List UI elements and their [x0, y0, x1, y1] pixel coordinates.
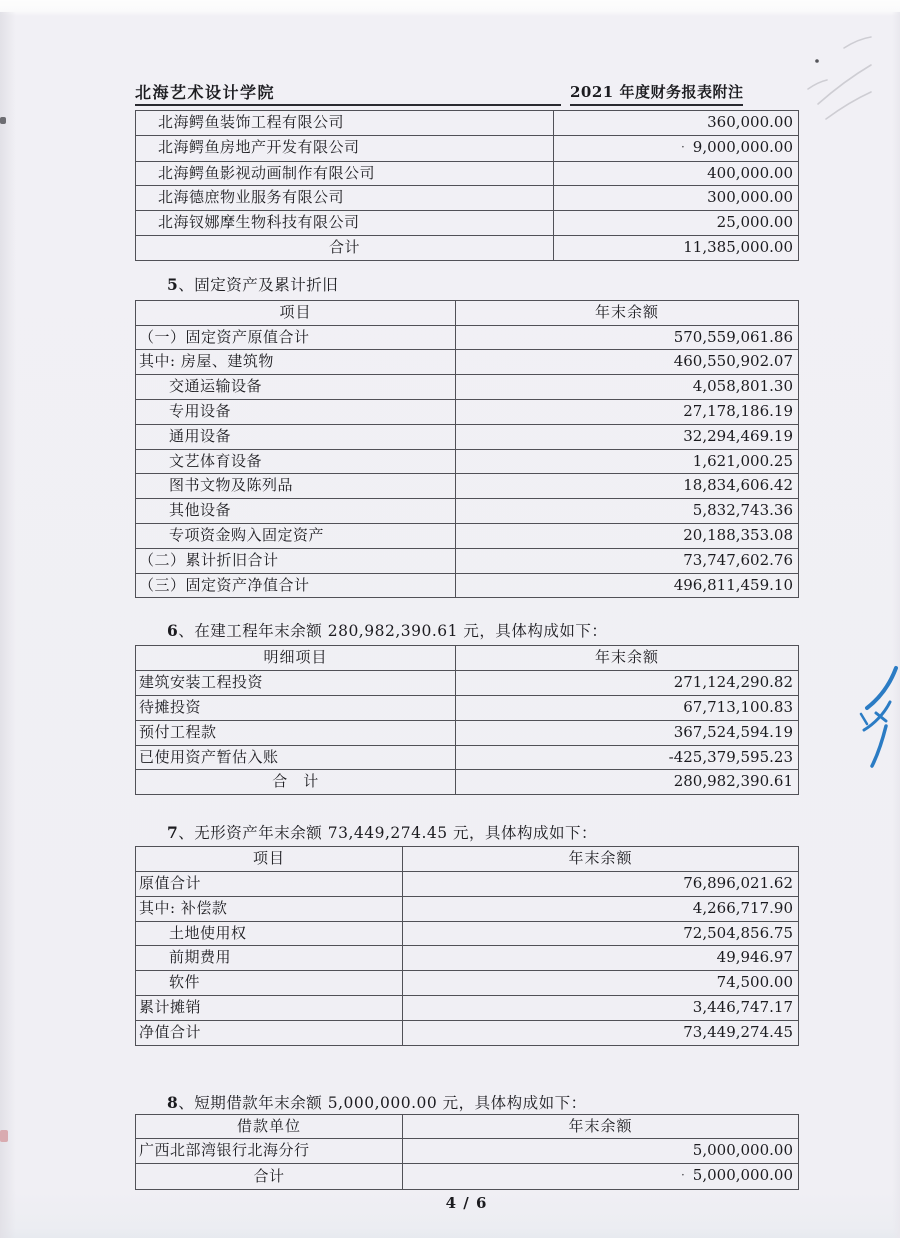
section-title: 、在建工程年末余额 280,982,390.61 元，具体构成如下：: [178, 622, 608, 641]
table-row: [136, 946, 799, 971]
row-label-cell: 北海鳄鱼房地产开发有限公司: [136, 135, 554, 161]
row-value-cell: 4,266,717.90: [403, 896, 799, 921]
row-value-cell: 32,294,469.19: [456, 424, 799, 449]
scan-edge-left: [0, 12, 16, 1238]
column-header: 项目: [136, 300, 456, 325]
section-number: 6: [167, 621, 179, 641]
row-label-cell: 专项资金购入固定资产: [136, 523, 456, 548]
table-row: [136, 135, 799, 161]
section-title: 、固定资产及累计折旧: [178, 275, 339, 294]
row-value-cell: 18,834,606.42: [456, 474, 799, 499]
table-row: [136, 399, 799, 424]
row-label-cell: 北海鳄鱼装饰工程有限公司: [136, 111, 554, 136]
row-value-cell: 11,385,000.00: [554, 235, 799, 260]
page-header: [135, 80, 798, 101]
row-value-cell: 460,550,902.07: [456, 350, 799, 375]
row-value-cell: 496,811,459.10: [456, 573, 799, 598]
column-header: 明细项目: [136, 646, 456, 671]
table-row: [136, 770, 799, 795]
section-6-heading: [135, 621, 798, 641]
section-number: 7: [167, 823, 179, 843]
row-label-cell: 合计: [136, 235, 554, 260]
row-value-cell: 280,982,390.61: [456, 770, 799, 795]
row-value-cell: 74,500.00: [403, 971, 799, 996]
row-label-cell: 合 计: [136, 770, 456, 795]
table-row: [136, 921, 799, 946]
table-header-row: [136, 1114, 799, 1139]
table-row: [136, 211, 799, 236]
report-title: 2021 年度财务报表附注: [570, 81, 743, 106]
row-value-cell: 73,747,602.76: [456, 548, 799, 573]
row-value-cell: 570,559,061.86: [456, 325, 799, 350]
row-label-cell: 前期费用: [136, 946, 403, 971]
row-label-cell: 累计摊销: [136, 995, 403, 1020]
table-row: [136, 350, 799, 375]
row-label-cell: 软件: [136, 971, 403, 996]
table-header-row: [136, 300, 799, 325]
row-value-cell: 5,832,743.36: [456, 499, 799, 524]
table-row: [136, 548, 799, 573]
column-header: 项目: [136, 847, 403, 872]
table-row: [136, 1164, 799, 1190]
scan-edge-right: [892, 12, 900, 1238]
construction-in-progress-table: [135, 645, 799, 795]
table-row: [136, 671, 799, 696]
row-value-cell: 67,713,100.83: [456, 695, 799, 720]
table-row: [136, 161, 799, 186]
column-header: 年末余额: [456, 646, 799, 671]
row-value-cell: 360,000.00: [554, 111, 799, 136]
row-label-cell: 通用设备: [136, 424, 456, 449]
row-value-cell: 271,124,290.82: [456, 671, 799, 696]
table-row: [136, 971, 799, 996]
row-value-cell: 27,178,186.19: [456, 399, 799, 424]
table-header-row: [136, 646, 799, 671]
pencil-scribble-artifact: [788, 18, 900, 143]
table-row: [136, 449, 799, 474]
row-value-cell: 4,058,801.30: [456, 375, 799, 400]
section-number: 5: [167, 274, 179, 294]
row-value-cell: 72,504,856.75: [403, 921, 799, 946]
table-row: [136, 474, 799, 499]
section-7-heading: [135, 823, 798, 843]
intangible-assets-table: [135, 846, 799, 1045]
row-value-cell: -425,379,595.23: [456, 745, 799, 770]
row-label-cell: 已使用资产暂估入账: [136, 745, 456, 770]
row-label-cell: 土地使用权: [136, 921, 403, 946]
section-8-heading: [135, 1093, 798, 1113]
table-row: [136, 523, 799, 548]
row-label-cell: 文艺体育设备: [136, 449, 456, 474]
row-value-cell: 300,000.00: [554, 186, 799, 211]
row-label-cell: （一）固定资产原值合计: [136, 325, 456, 350]
row-label-cell: 待摊投资: [136, 695, 456, 720]
table-row: [136, 424, 799, 449]
row-value-cell: 367,524,594.19: [456, 720, 799, 745]
table-row: [136, 499, 799, 524]
row-label-cell: 净值合计: [136, 1020, 403, 1045]
row-label-cell: 北海鳄鱼影视动画制作有限公司: [136, 161, 554, 186]
row-label-cell: 原值合计: [136, 871, 403, 896]
external-investments-table: [135, 110, 799, 261]
row-label-cell: 合计: [136, 1164, 403, 1190]
row-value-cell: 20,188,353.08: [456, 523, 799, 548]
row-value-cell: 5,000,000.00: [403, 1139, 799, 1164]
row-label-cell: 预付工程款: [136, 720, 456, 745]
row-value-cell: 76,896,021.62: [403, 871, 799, 896]
table-row: [136, 325, 799, 350]
section-5-heading: [135, 275, 798, 295]
document-page: [135, 80, 798, 1212]
school-name: 北海艺术设计学院: [135, 80, 561, 106]
row-label-cell: 北海德庶物业服务有限公司: [136, 186, 554, 211]
row-value-cell: · 5,000,000.00: [403, 1164, 799, 1190]
table-row: [136, 695, 799, 720]
row-label-cell: 其他设备: [136, 499, 456, 524]
short-term-loans-table: [135, 1114, 799, 1190]
row-label-cell: 交通运输设备: [136, 375, 456, 400]
table-row: [136, 1139, 799, 1164]
row-value-cell: · 9,000,000.00: [554, 135, 799, 161]
row-label-cell: 其中: 补偿款: [136, 896, 403, 921]
page-number: 4 / 6: [445, 1193, 488, 1212]
row-label-cell: 广西北部湾银行北海分行: [136, 1139, 403, 1164]
section-number: 8: [167, 1092, 179, 1112]
table-row: [136, 375, 799, 400]
row-value-cell: 400,000.00: [554, 161, 799, 186]
column-header: 年末余额: [456, 300, 799, 325]
row-value-cell: 3,446,747.17: [403, 995, 799, 1020]
table-row: [136, 235, 799, 260]
table-row: [136, 896, 799, 921]
row-label-cell: 图书文物及陈列品: [136, 474, 456, 499]
row-label-cell: 建筑安装工程投资: [136, 671, 456, 696]
table-row: [136, 995, 799, 1020]
table-row: [136, 720, 799, 745]
row-value-cell: 49,946.97: [403, 946, 799, 971]
fixed-assets-table: [135, 300, 799, 599]
row-label-cell: （二）累计折旧合计: [136, 548, 456, 573]
row-label-cell: 其中: 房屋、建筑物: [136, 350, 456, 375]
row-value-cell: 25,000.00: [554, 211, 799, 236]
table-row: [136, 871, 799, 896]
row-label-cell: 北海钗娜摩生物科技有限公司: [136, 211, 554, 236]
section-title: 、短期借款年末余额 5,000,000.00 元，具体构成如下：: [178, 1093, 587, 1112]
row-value-cell: 1,621,000.25: [456, 449, 799, 474]
table-row: [136, 745, 799, 770]
table-row: [136, 111, 799, 136]
table-row: [136, 573, 799, 598]
table-row: [136, 186, 799, 211]
table-row: [136, 1020, 799, 1045]
column-header: 借款单位: [136, 1114, 403, 1139]
row-label-cell: 专用设备: [136, 399, 456, 424]
table-header-row: [136, 847, 799, 872]
row-label-cell: （三）固定资产净值合计: [136, 573, 456, 598]
section-title: 、无形资产年末余额 73,449,274.45 元，具体构成如下：: [178, 824, 598, 843]
column-header: 年末余额: [403, 1114, 799, 1139]
column-header: 年末余额: [403, 847, 799, 872]
row-value-cell: 73,449,274.45: [403, 1020, 799, 1045]
